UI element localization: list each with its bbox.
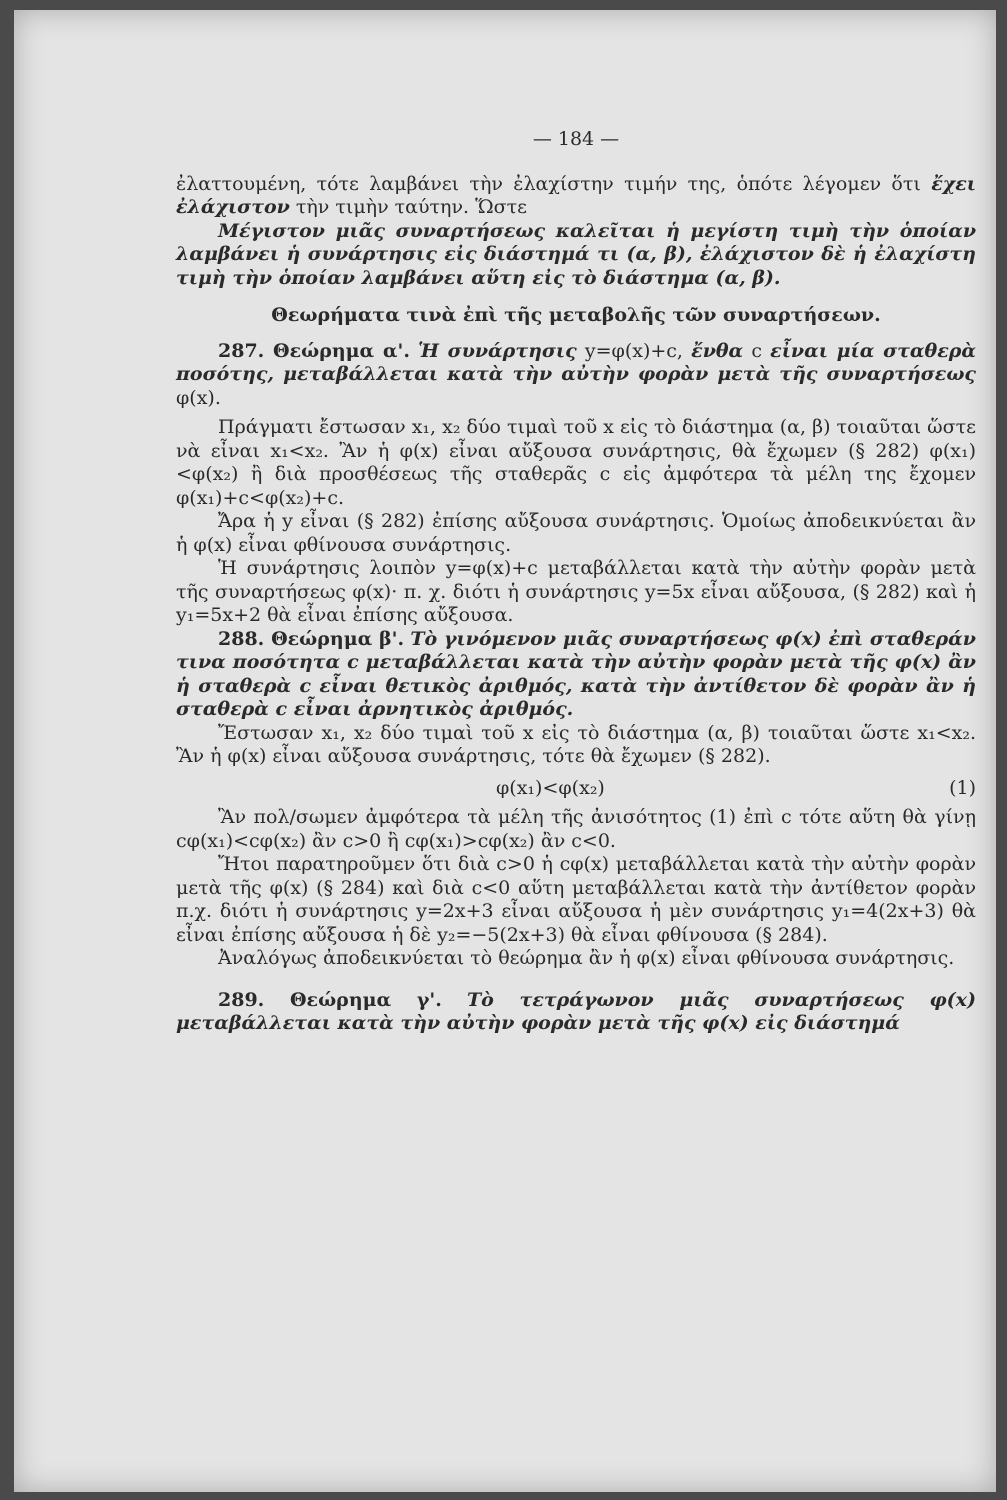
theorem-statement: εἶναι μία σταθερὰ ποσότης, μεταβάλλεται κατὰ τὴν αὐτὴν φορὰν μετὰ τῆς συναρτήσεως [176, 339, 977, 385]
formula: y=φ(x)+c, [584, 339, 683, 362]
proof-paragraph: Ἔστωσαν x₁, x₂ δύο τιμαὶ τοῦ x εἰς τὸ διάστημα (α, β) τοιαῦται ὥστε x₁<x₂. Ἂν ἡ φ(x) εἶναι αὔξουσα συνάρτησις, τότε θὰ ἔχωμεν (§ 282). [176, 721, 976, 767]
theorem-statement: Τὸ τετράγωνον μιᾶς συναρτήσεως φ(x) μεταβάλλεται κατὰ τὴν αὐτὴν φορὰν μετὰ τῆς φ(x) εἰς διάστημά [176, 988, 976, 1034]
book-page [14, 10, 996, 1492]
proof-paragraph: Ἂν πολ/σωμεν ἀμφότερα τὰ μέλη τῆς ἀνισότητος (1) ἐπὶ c τότε αὕτη θὰ γίνῃ cφ(x₁)<cφ(x₂) ἂν c>0 ἢ cφ(x₁)>cφ(x₂) ἂν c<0. [176, 806, 976, 852]
theorem-statement: Ἡ συνάρτησις [418, 339, 577, 362]
page-content [176, 128, 976, 1036]
equation-1 [176, 777, 976, 801]
proof-paragraph: Ἤτοι παρατηροῦμεν ὅτι διὰ c>0 ἡ cφ(x) μεταβάλλεται κατὰ τὴν αὐτὴν φορὰν μετὰ τῆς φ(x) (§ 284) καὶ διὰ c<0 αὕτη μεταβάλλεται κατὰ τὴν ἀντίθετον φορὰν π.χ. διότι ἡ συνάρτησις y=2x+3 εἶναι αὔξουσα ἡ μὲν συνάρτησις y₁=4(2x+3) θὰ εἶναι ἐπίσης αὔξουσα ἡ δὲ y₂=−5(2x+3) θὰ εἶναι φθίνουσα (§ 284). [176, 853, 976, 946]
theorem-statement: ἔνθα [691, 339, 744, 362]
equation-number: (1) [949, 776, 976, 799]
text-line: ἐλαττουμένη, τότε λαμβάνει τὴν ἐλαχίστην τιμήν της, ὁπότε λέγομεν ὅτι [176, 172, 921, 195]
theorem-number: 288. Θεώρημα β'. [218, 627, 405, 650]
proof-paragraph: Ἀναλόγως ἀποδεικνύεται τὸ θεώρημα ἂν ἡ φ(x) εἶναι φθίνουσα συνάρτησις. [218, 947, 955, 969]
theorem-287 [176, 340, 976, 411]
section-heading: Θεωρήματα τινὰ ἐπὶ τῆς μεταβολῆς τῶν συναρτήσεων. [271, 304, 881, 326]
paragraph-intro [176, 173, 976, 220]
formula: φ(x). [176, 386, 221, 409]
theorem-number: 289. Θεώρημα γ'. [218, 988, 442, 1011]
text-line: τὴν τιμὴν ταύτην. Ὥστε [295, 196, 527, 218]
proof-paragraph: Πράγματι ἔστωσαν x₁, x₂ δύο τιμαὶ τοῦ x εἰς τὸ διάστημα (α, β) τοιαῦται ὥστε νὰ εἶναι x₁<x₂. Ἂν ἡ φ(x) εἶναι αὔξουσα συνάρτησις, θὰ ἔχωμεν (§ 282) φ(x₁)<φ(x₂) ἢ διὰ προσθέσεως τῆς σταθερᾶς c εἰς ἀμφότερα τὰ μέλη της ἔχομεν φ(x₁)+c<φ(x₂)+c. [176, 416, 976, 509]
definition-maximum-minimum: Μέγιστον μιᾶς συναρτήσεως καλεῖται ἡ μεγίστη τιμὴ τὴν ὁποίαν λαμβάνει ἡ συνάρτησις εἰς διάστημά τι (α, β), ἐλάχιστον δὲ ἡ ἐλαχίστη τιμὴ τὴν ὁποίαν λαμβάνει αὕτη εἰς τὸ διάστημα (α, β). [176, 219, 976, 289]
theorem-288 [176, 628, 976, 722]
formula: c [751, 339, 762, 362]
theorem-289 [176, 989, 976, 1036]
equation-body: φ(x₁)<φ(x₂) [496, 776, 605, 799]
proof-paragraph: Ἄρα ἡ y εἶναι (§ 282) ἐπίσης αὔξουσα συνάρτησις. Ὁμοίως ἀποδεικνύεται ἂν ἡ φ(x) εἶναι φθίνουσα συνάρτησις. [176, 510, 976, 556]
theorem-statement: Τὸ γινόμενον μιᾶς συναρτήσεως φ(x) ἐπὶ σταθεράν τινα ποσότητα c μεταβάλλεται κατὰ τὴν αὐτὴν φορὰν μετὰ τῆς φ(x) ἂν ἡ σταθερὰ c εἶναι θετικὸς ἀριθμός, κατὰ τὴν ἀντίθετον δὲ φορὰν ἂν ἡ σταθερὰ c εἶναι ἀρνητικὸς ἀριθμός. [176, 627, 976, 720]
theorem-number: 287. Θεώρημα α'. [218, 339, 410, 362]
emphasis-minimum: ἔχει ἐλάχιστον [176, 172, 976, 218]
proof-paragraph: Ἡ συνάρτησις λοιπὸν y=φ(x)+c μεταβάλλεται κατὰ τὴν αὐτὴν φορὰν μετὰ τῆς συναρτήσεως φ(x)· π. χ. διότι ἡ συνάρτησις y=5x εἶναι αὔξουσα, (§ 282) καὶ ἡ y₁=5x+2 θὰ εἶναι ἐπίσης αὔξουσα. [176, 557, 976, 626]
page-number: — 184 — [532, 128, 620, 150]
